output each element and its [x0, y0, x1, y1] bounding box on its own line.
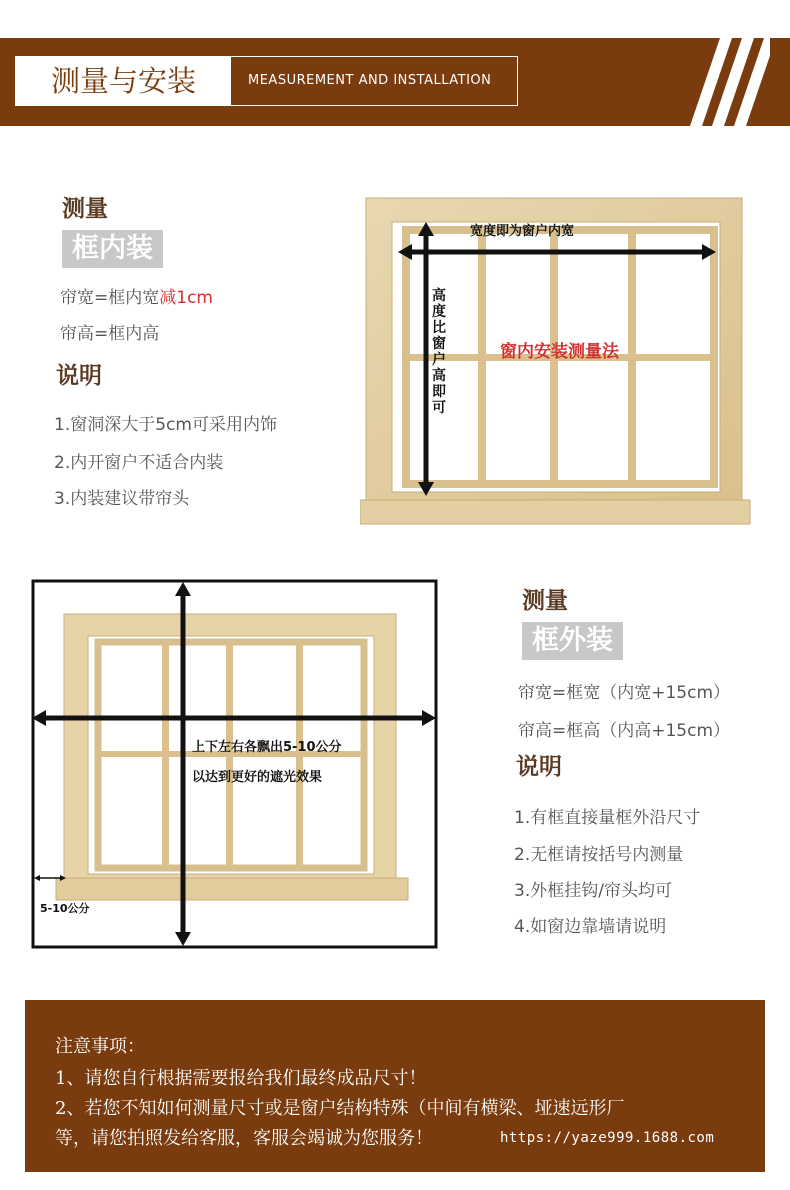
outside-note-item: 4.如窗边靠墙请说明 — [514, 917, 667, 937]
inside-width-formula-highlight: 减1cm — [159, 288, 213, 308]
inside-tag-wrap — [62, 230, 163, 268]
outside-heading: 测量 — [522, 588, 568, 614]
inside-width-formula — [60, 283, 213, 308]
section-subtitle: MEASUREMENT AND INSTALLATION — [248, 73, 492, 88]
outside-label-1: 上下左右各飘出5-10公分 — [192, 740, 342, 755]
decorative-stripes-icon — [650, 38, 770, 126]
notice-line: 2、若您不知如何测量尺寸或是窗户结构特殊（中间有横梁、垭速远形厂 — [55, 1098, 625, 1119]
inside-width-label: 宽度即为窗户内宽 — [470, 224, 575, 239]
outside-note-item: 3.外框挂钩/帘头均可 — [514, 881, 672, 901]
outside-window-image — [30, 578, 440, 950]
outside-label-2: 以达到更好的遮光效果 — [192, 770, 323, 785]
inside-note-item: 3.内装建议带帘头 — [54, 489, 190, 509]
notice-title: 注意事项： — [55, 1036, 145, 1057]
outside-tag-wrap — [522, 622, 623, 660]
outside-note-item: 1.有框直接量框外沿尺寸 — [514, 808, 701, 828]
inside-note-item: 2.内开窗户不适合内装 — [54, 453, 224, 473]
inside-height-formula: 帘高=框内高 — [60, 324, 160, 344]
outside-width-formula: 帘宽=框宽（内宽+15cm） — [518, 683, 731, 703]
inside-note-item: 1.窗洞深大于5cm可采用内饰 — [54, 415, 277, 435]
section-title: 测量与安装 — [16, 57, 231, 105]
notice-line: 等，请您拍照发给客服，客服会竭诚为您服务！ — [55, 1128, 433, 1149]
inside-width-formula-text: 帘宽=框内宽 — [60, 288, 160, 308]
shop-url: https://yaze999.1688.com — [500, 1130, 715, 1146]
outside-tag: 框外装 — [522, 622, 623, 660]
notice-line: 1、请您自行根据需要报给我们最终成品尺寸！ — [55, 1068, 427, 1089]
outside-height-formula: 帘高=框高（内高+15cm） — [518, 721, 731, 741]
inside-height-label: 高度比窗户高即可 — [432, 288, 446, 416]
title-box — [15, 56, 518, 106]
section-header — [0, 38, 790, 126]
inside-note-heading: 说明 — [56, 363, 102, 389]
inside-tag: 框内装 — [62, 230, 163, 268]
inside-heading: 测量 — [62, 196, 108, 222]
notice-panel — [25, 1000, 765, 1172]
inside-window-image — [360, 196, 752, 528]
inside-method-label: 窗内安装测量法 — [500, 342, 619, 362]
outside-note-heading: 说明 — [516, 754, 562, 780]
outside-side-label: 5-10公分 — [40, 902, 90, 915]
outside-note-item: 2.无框请按括号内测量 — [514, 845, 684, 865]
